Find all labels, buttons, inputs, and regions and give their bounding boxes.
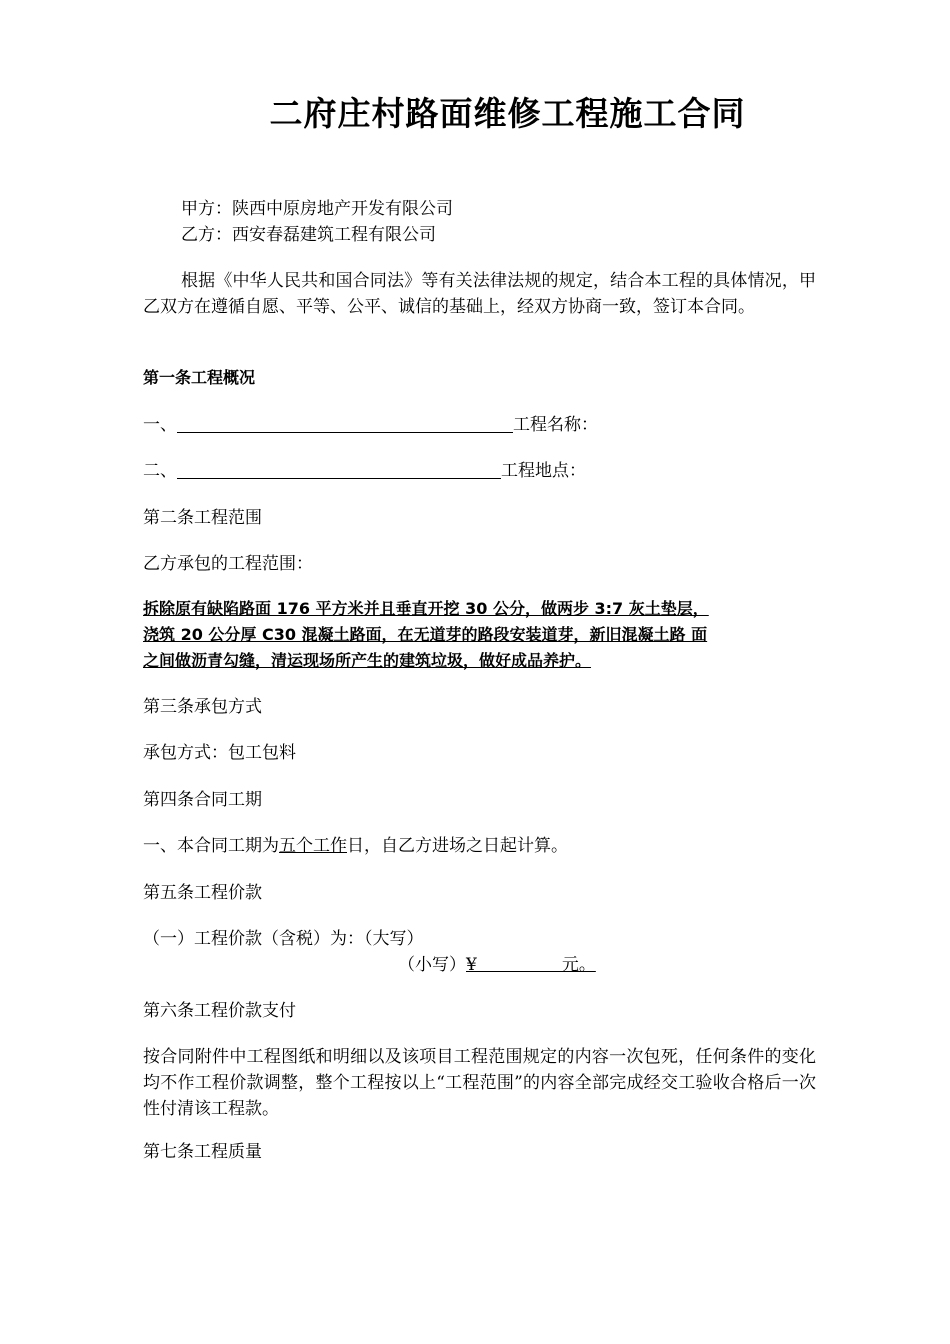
period-suffix: 日，自乙方进场之日起计算。 xyxy=(347,836,568,856)
payment-paragraph: 按合同附件中工程图纸和明细以及该项目工程范围规定的内容一次包死，任何条件的变化均不作工程价款调整，整个工程按以上“工程范围”的内容全部完成经交工验收合格后一次性付清该工程款。 xyxy=(143,1047,816,1119)
article-1-heading: 第一条工程概况 xyxy=(143,368,256,387)
article-2-heading: 第二条工程范围 xyxy=(143,508,262,528)
contract-period xyxy=(143,833,568,859)
project-name-row xyxy=(143,412,598,438)
item-1-prefix: 一、 xyxy=(143,415,177,435)
article-3-heading: 第三条承包方式 xyxy=(143,697,262,717)
project-name-blank xyxy=(177,414,513,433)
preamble-paragraph: 根据《中华人民共和国合同法》等有关法律法规的规定，结合本工程的具体情况，甲乙双方在遵循自愿、平等、公平、诚信的基础上，经双方协商一致，签订本合同。 xyxy=(143,271,816,317)
item-2-prefix: 二、 xyxy=(143,461,177,481)
project-location-row xyxy=(143,458,586,484)
article-4-heading: 第四条合同工期 xyxy=(143,790,262,810)
scope-intro: 乙方承包的工程范围： xyxy=(143,554,313,574)
price-lowercase-label: （小写） xyxy=(398,955,466,975)
scope-description xyxy=(143,596,816,674)
article-7-heading: 第七条工程质量 xyxy=(143,1142,262,1162)
party-a: 甲方：陕西中原房地产开发有限公司 xyxy=(181,199,453,219)
article-5-heading: 第五条工程价款 xyxy=(143,883,262,903)
project-location-blank xyxy=(177,460,501,479)
party-b: 乙方：西安春磊建筑工程有限公司 xyxy=(181,225,436,245)
price-lowercase-value: ¥ 元。 xyxy=(466,955,596,975)
project-location-label: 工程地点： xyxy=(501,461,586,481)
project-name-label: 工程名称： xyxy=(513,415,598,435)
contract-method: 承包方式：包工包料 xyxy=(143,743,296,763)
scope-line-3: 之间做沥青勾缝，清运现场所产生的建筑垃圾，做好成品养护。 xyxy=(143,651,592,670)
price-uppercase-line: （一）工程价款（含税）为：（大写） xyxy=(143,929,424,949)
document-title: 二府庄村路面维修工程施工合同 xyxy=(269,94,746,133)
article-6-heading: 第六条工程价款支付 xyxy=(143,1001,296,1021)
scope-line-1: 拆除原有缺陷路面 176 平方米并且垂直开挖 30 公分，做两步 3:7 灰土垫层， xyxy=(143,599,709,618)
period-prefix: 一、本合同工期为 xyxy=(143,836,279,856)
scope-line-2: 浇筑 20 公分厚 C30 混凝土路面，在无道芽的路段安装道芽，新旧混凝土路 面 xyxy=(143,625,708,644)
price-lowercase-line xyxy=(398,952,596,978)
period-days: 五个工作 xyxy=(279,836,347,856)
